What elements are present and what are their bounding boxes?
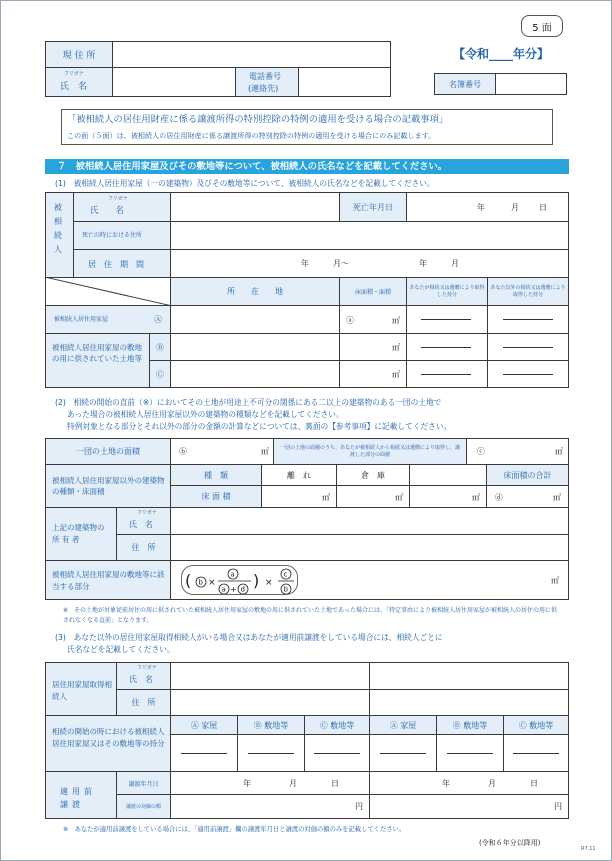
s1-name-label: フリガナ 氏 名 [73, 192, 171, 222]
s3-heading-1: (3) あなた以外の居住用家屋取得相続人がいる場合又はあなたが適用前譲渡をしている場合には、相続人ごとに [55, 633, 443, 642]
svg-text:(: ( [185, 571, 192, 590]
s3-prior-price-2[interactable]: 円 [369, 794, 569, 819]
s3-acquirer-label: 居住用家屋取得相続人 [45, 662, 117, 716]
s1-mark-b-cell: Ⓑ [149, 333, 171, 361]
page-number: 5 面 [532, 22, 552, 34]
s3-share-label: 相続の開始の時における被相続人居住用家屋又はその敷地等の持分 [45, 715, 171, 772]
dash-line [421, 319, 471, 320]
s2-owner-label: 上記の建築物の 所 有 者 [45, 507, 117, 561]
s2-note: ※ その土地が対象従前居住の用に供されていた被相続人居住用家屋の敷地の用に供されていた土地であった場合には、「特定事由により被相続人居住用家屋が被相続人の居住の用に供されなくなる直前」となります。 [63, 607, 557, 624]
s1-land-b-area[interactable]: ㎡ [339, 333, 407, 361]
s2-hanare: 離 れ [261, 464, 337, 486]
dash-line [421, 374, 471, 375]
s1-residence-input[interactable]: 年 月～ 年 月 [170, 249, 569, 278]
dash-line [513, 753, 559, 754]
s3-prior-date-label: 譲渡年月日 [116, 771, 171, 795]
phone-label: 電話番号 (連絡先) [235, 67, 299, 97]
list-number-input[interactable] [495, 73, 567, 95]
s1-house-location-input[interactable] [170, 305, 340, 334]
s1-death-date-input[interactable]: 年 月 日 [406, 192, 569, 222]
svg-text:d: d [240, 585, 245, 594]
s3-prior-price-1[interactable]: 円 [170, 794, 370, 819]
s1-heading: (1) 被相続人居住用家屋（一の建築物）及びその敷地等について、被相続人の氏名などを記載してください。 [55, 179, 435, 188]
dash-line [181, 753, 227, 754]
s2-your-share-input[interactable]: ⓒ ㎡ [466, 438, 569, 465]
svg-text:c: c [283, 570, 288, 579]
s3-h-b-2: Ⓑ 敷地等 [436, 715, 504, 735]
s3-prior-label: 適用前譲渡 [45, 771, 117, 819]
dash-line [447, 753, 493, 754]
s2-heading-2: あった場合の被相続人居住用家屋以外の建築物の種類などを記載してください。 [67, 410, 344, 419]
s2-floor-blank[interactable]: ㎡ [409, 485, 487, 508]
s3-name-input-1[interactable] [170, 662, 370, 690]
s3-heading-2: 氏名などを記載してください。 [67, 645, 175, 654]
svg-text:a: a [221, 585, 226, 594]
s2-owner-address-input[interactable] [170, 534, 569, 561]
s2-land-part-label: 被相続人居住用家屋の敷地等に該当する部分 [45, 560, 171, 600]
page-number-box [521, 15, 563, 37]
dash-line [314, 753, 360, 754]
address-input[interactable] [112, 41, 391, 68]
s2-heading-1: (2) 相続の開始の直前（※）においてその土地が用途上不可分の関係にある二以上の建築物のある一団の土地で [55, 398, 442, 407]
s2-floor-souko[interactable]: ㎡ [336, 485, 410, 508]
s3-prior-date-1[interactable]: 年 月 日 [170, 771, 370, 795]
address-label: 現 住 所 [45, 41, 113, 68]
s3-h-b-1: Ⓑ 敷地等 [237, 715, 305, 735]
s1-row-land: 被相続人居住用家屋の敷地の用に供されていた土地等 [45, 333, 171, 388]
s3-name-input-2[interactable] [369, 662, 569, 690]
dash-line [421, 347, 471, 348]
name-label: フリガナ 氏 名 [45, 67, 113, 97]
section-7-title: ７ 被相続人居住用家屋及びその敷地等について、被相続人の氏名などを記載してください。 [45, 159, 569, 174]
s1-mark-c-cell: Ⓒ [149, 360, 171, 388]
s1-address-input[interactable] [170, 221, 569, 250]
s1-col-location: 所 在 地 [170, 277, 340, 306]
s2-heading-3: 特例対象となる部分とそれ以外の部分の金額の計算などについては、裏面の【参考事項】に記載してください。 [67, 422, 452, 431]
svg-text:b: b [198, 578, 203, 587]
footer-code: R7.11 [581, 846, 596, 852]
footer-version: (令和６年分以降用) [479, 839, 541, 847]
s1-col-mine: あなたが相続又は遺贈により取得した持分 [406, 277, 488, 306]
s2-other-bldg-label: 被相続人居住用家屋以外の建築物の種類・床面積 [45, 464, 171, 508]
svg-text:a: a [230, 570, 235, 579]
s1-land-b-location[interactable] [170, 333, 340, 361]
s1-col-other: あなた以外の相続又は遺贈により取得した持分 [487, 277, 569, 306]
s1-house-area-input[interactable]: ⓐ ㎡ [339, 305, 407, 334]
name-input[interactable] [112, 67, 236, 97]
formula-outline [181, 565, 298, 595]
s2-souko: 倉 庫 [336, 464, 410, 486]
s3-address-input-2[interactable] [369, 689, 569, 716]
s2-owner-address-label: 住 所 [116, 534, 171, 561]
s2-floor-label: 床 面 積 [170, 485, 262, 508]
s2-kind-label: 種 類 [170, 464, 262, 486]
notice-subtitle: この面（５面）は、被相続人の居住用財産に係る譲渡所得の特別控除の特例の適用を受ける場合にのみ記載します。 [67, 131, 436, 140]
s2-land-area-label: 一団の土地の面積 [45, 438, 171, 465]
dash-line [248, 753, 294, 754]
s3-h-c-2: Ⓒ 敷地等 [503, 715, 569, 735]
s3-h-c-1: Ⓒ 敷地等 [304, 715, 370, 735]
dash-line [380, 753, 426, 754]
s1-land-c-location[interactable] [170, 360, 340, 388]
s3-prior-date-2[interactable]: 年 月 日 [369, 771, 569, 795]
s2-owner-name-label: フリガナ 氏 名 [116, 507, 171, 535]
footer-note: ※ あなたが適用前譲渡をしている場合には、「適用前譲渡」欄の譲渡年月日と譲渡の対価の額のみを記載してください。 [63, 826, 406, 833]
s1-residence-label: 居 住 期 間 [73, 249, 171, 278]
s2-your-share-label: 一団の土地の面積のうち、あなたが被相続人から相続又は遺贈により取得し、譲渡した部分の面積 [273, 438, 467, 465]
dash-line [503, 347, 553, 348]
svg-text:b: b [283, 585, 288, 594]
s2-floor-hanare[interactable]: ㎡ [261, 485, 337, 508]
s3-h-a-2: Ⓐ 家屋 [369, 715, 437, 735]
svg-text:): ) [253, 571, 260, 590]
s3-prior-price-label: 譲渡の対価の額 [116, 794, 171, 819]
notice-title: 「被相続人の居住用財産に係る譲渡所得の特別控除の特例の適用を受ける場合の記載事項」 [67, 114, 449, 125]
s2-kind-blank[interactable] [409, 464, 487, 486]
s1-name-input[interactable] [170, 192, 340, 222]
dash-line [503, 319, 553, 320]
s3-h-a-1: Ⓐ 家屋 [170, 715, 238, 735]
s3-address-input-1[interactable] [170, 689, 370, 716]
s2-total-label: 床面積の合計 [486, 464, 569, 486]
s1-col-area: 床面積・面積 [339, 277, 407, 306]
svg-text:+: + [230, 585, 237, 594]
s2-floor-total[interactable]: ⓓ ㎡ [486, 485, 569, 508]
s1-side-text: 被相続人 [54, 203, 62, 254]
s1-death-date-label: 死亡年月日 [339, 192, 407, 222]
svg-text:×: × [265, 578, 273, 588]
s1-land-c-area[interactable]: ㎡ [339, 360, 407, 388]
dash-line [503, 374, 553, 375]
s1-address-label: 死亡の時における住所 [73, 221, 171, 250]
s3-name-label: フリガナ 氏 名 [116, 662, 171, 690]
list-number-label: 名簿番号 [434, 73, 496, 95]
svg-text:×: × [208, 578, 216, 588]
s2-land-area-input[interactable]: ⓑ ㎡ [170, 438, 274, 465]
s2-owner-name-input[interactable] [170, 507, 569, 535]
s3-address-label: 住 所 [116, 689, 171, 716]
phone-input[interactable] [298, 67, 391, 97]
s1-row-house: 被相続人居住用家屋 Ⓐ [45, 305, 171, 334]
era-year: 【令和____年分】 [453, 47, 550, 61]
s2-land-part-input[interactable]: ( b × a a + d ) × c b ㎡ [170, 560, 569, 600]
